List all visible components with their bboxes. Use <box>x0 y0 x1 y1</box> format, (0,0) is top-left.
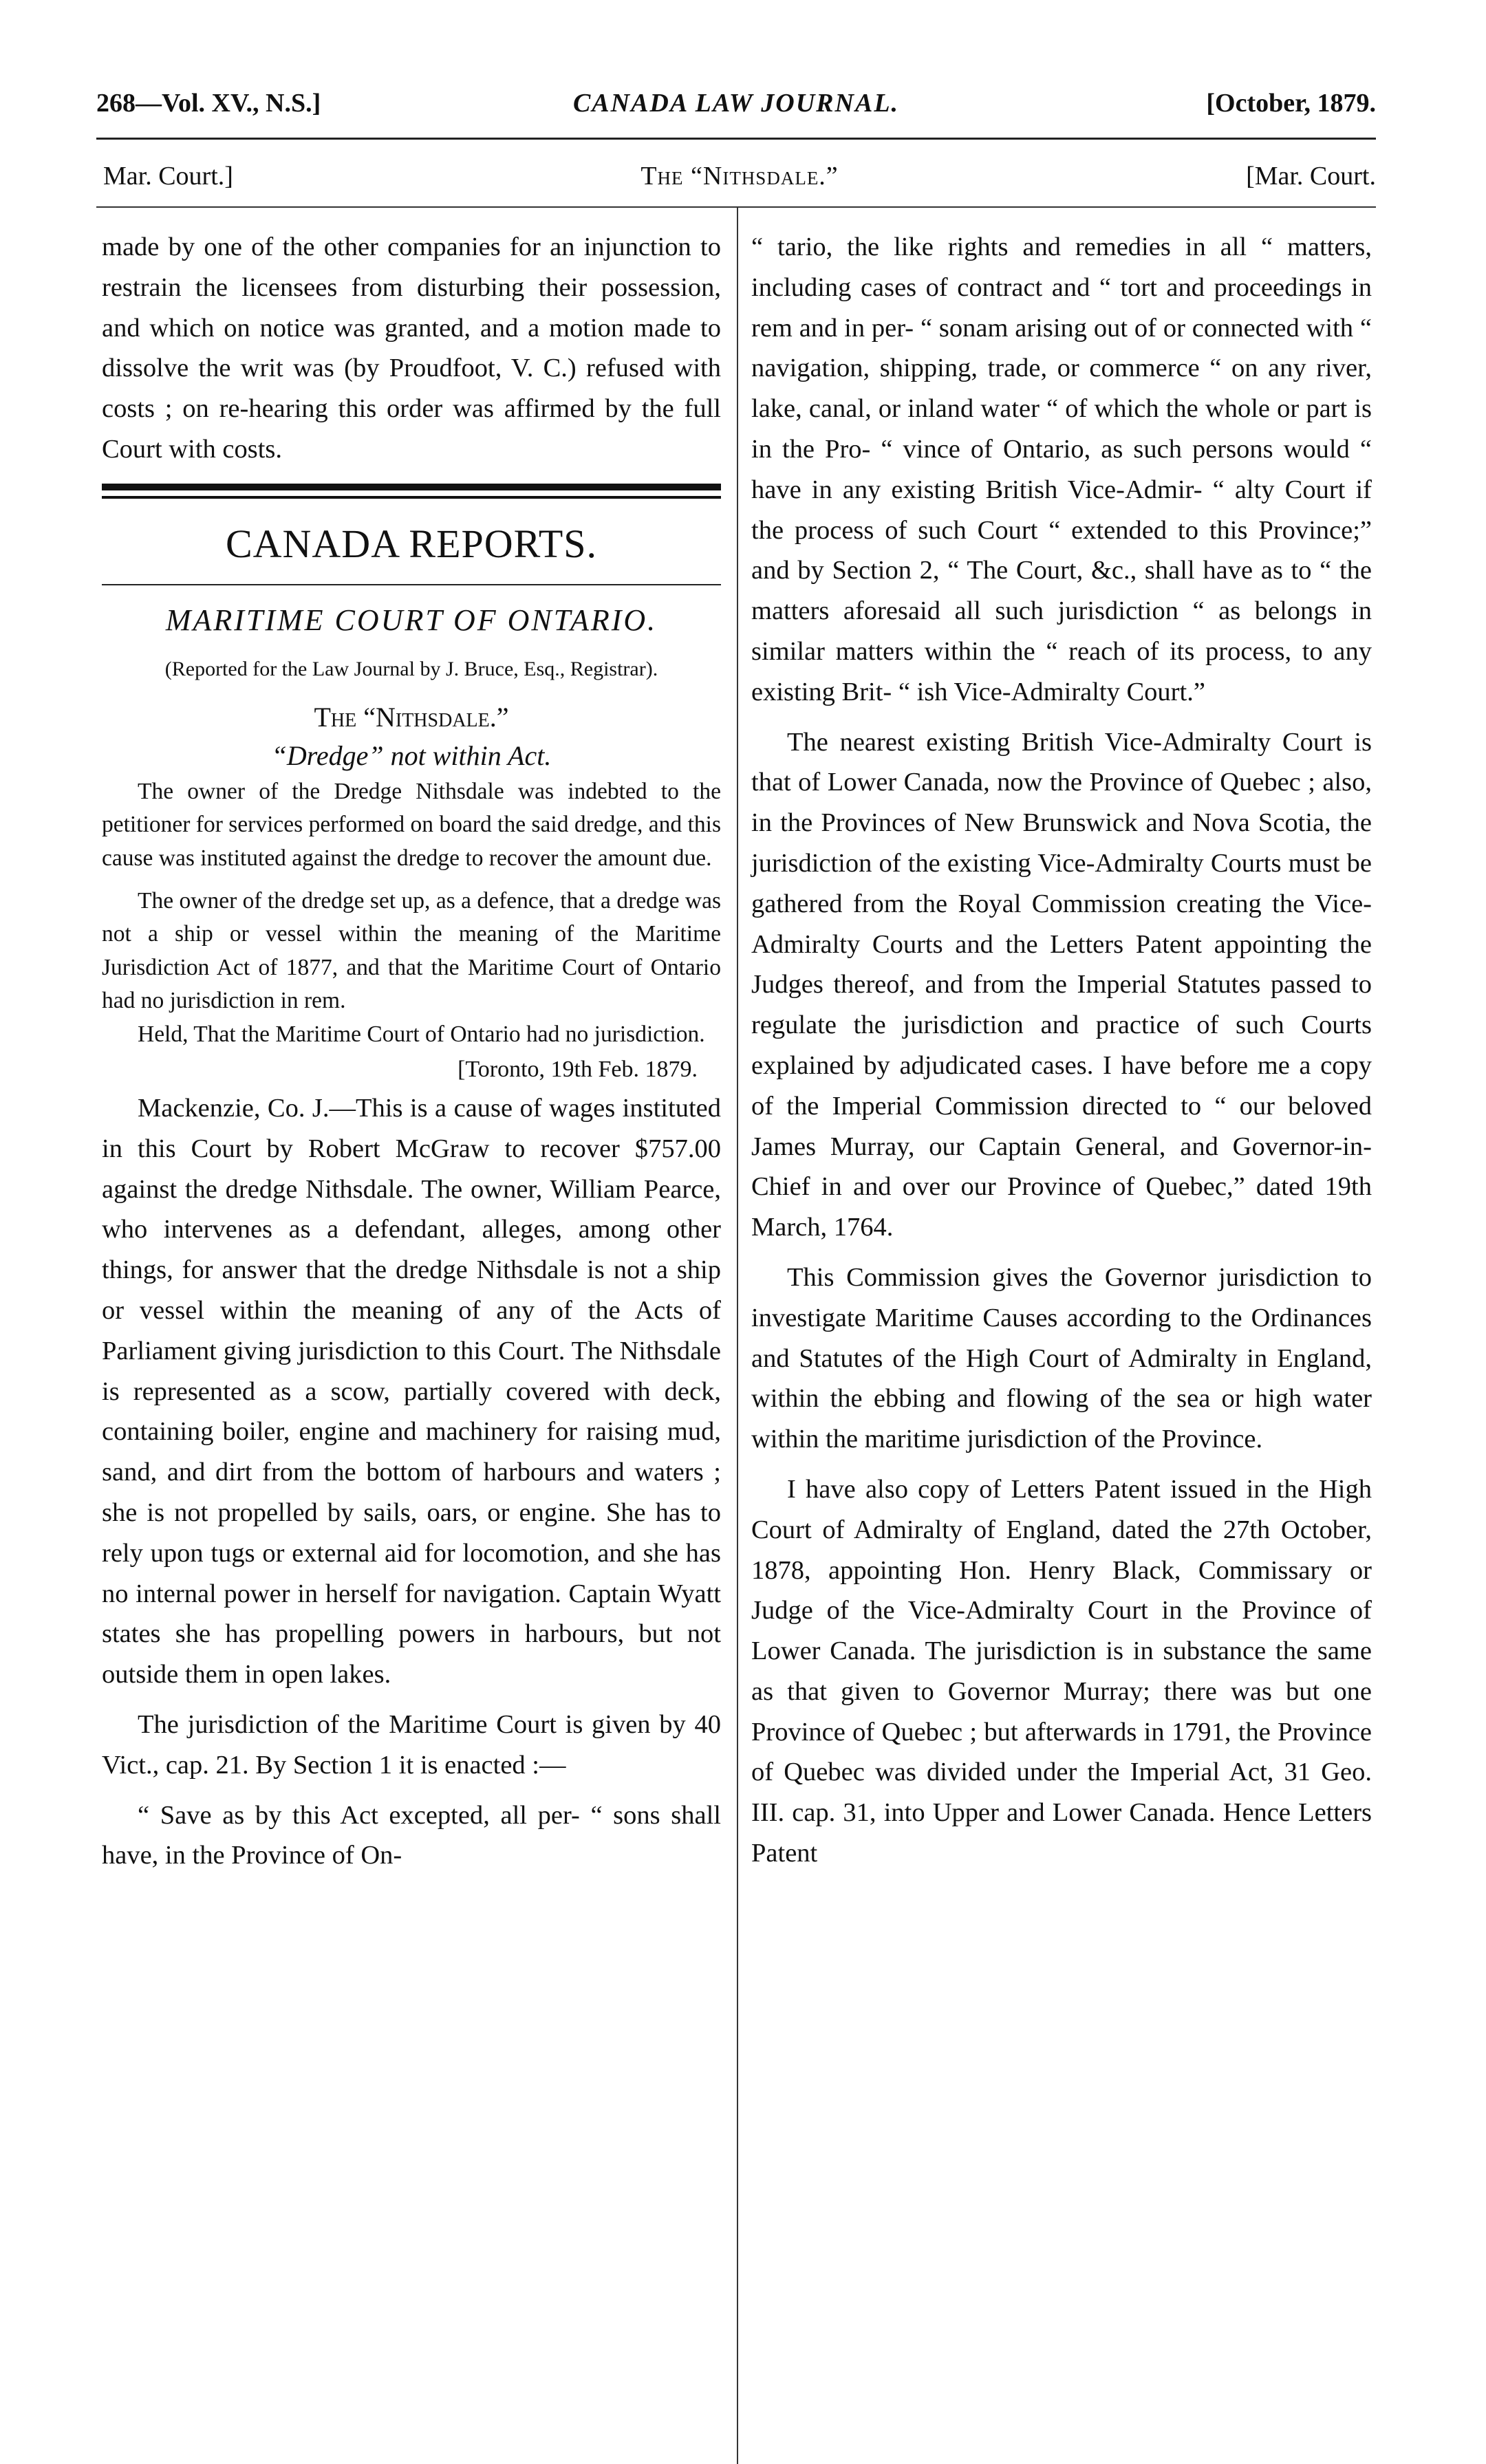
judgment-paragraph: The jurisdiction of the Maritime Court is given by 40 Vict., cap. 21. By Section 1 it is enacted :— <box>102 1709 721 1780</box>
case-name: The “Nithsdale.” <box>314 701 509 733</box>
decision-date: [Toronto, 19th Feb. 1879. <box>457 1057 698 1083</box>
section-heavy-rule <box>102 484 721 499</box>
body-paragraph: I have also copy of Letters Patent issued in the High Court of Admiralty of England, dated the 27th October, 1878, appointing Hon. Henry Black, Commissary or Judge of the Vice-Admiralty Court in the Province of Lower Canada. The jurisdiction is in substance the same as that given to Governor Murray; there was but one Province of Quebec ; but afterwards in 1791, the Province of Quebec was divided under the Imperial Act, 31 Geo. III. cap. 31, into Upper and Lower Canada. Hence Letters Patent <box>751 1474 1372 1868</box>
judgment-paragraph: Mackenzie, Co. J.—This is a cause of wages instituted in this Court by Robert McGraw to recover $757.00 against the dredge Nithsdale. The owner, William Pearce, who intervenes as a defendant, alleges, among other things, for answer that the dredge Nithsdale is not a ship or vessel within the meaning of any of the Acts of Parliament giving jurisdiction to this Court. The Nithsdale is represented as a scow, partially covered with deck, containing boiler, engine and machinery for raising mud, sand, and dirt from the bottom of harbours and waters ; she is not propelled by sails, oars, or engine. She has to rely upon tugs or external aid for locomotion, and she has no internal power in herself for navigation. Captain Wyatt states she has propelling powers in harbours, but not outside them in open lakes. <box>102 1094 721 1689</box>
subheader-case-name: The “Nithsdale.” <box>640 162 839 191</box>
running-header <box>96 88 1376 129</box>
column-divider <box>737 208 738 2464</box>
subheader-rule <box>96 206 1376 208</box>
subheader-court-left: Mar. Court.] <box>103 162 233 191</box>
statute-quote-continued: “ tario, the like rights and remedies in all “ matters, including cases of contract and “ tort and proceedings in rem and in per- “ sonam arising out of or connected with “ navigation, shipping, trade, or commerce “ on any river, lake, canal, or inland water “ of which the whole or part is in the Pro- “ vince of Ontario, as such persons would “ have in any existing British Vice-Admir- “ alty Court if the process of such Court “ extended to this Province;” and by Section 2, “ The Court, &c., shall have as to “ the matters aforesaid all such jurisdiction “ as belongs in similar matters within the “ reach of its process, to any existing Brit- “ ish Vice-Admiralty Court.” <box>751 233 1372 706</box>
section-title: CANADA REPORTS. <box>225 521 598 566</box>
opening-paragraph: made by one of the other companies for an injunction to restrain the licensees from disturbing their possession, and which on notice was granted, and a motion made to dissolve the writ was (by Proudfoot, V. C.) refused with costs ; on re-hearing this order was affirmed by the full Court with costs. <box>102 233 721 464</box>
body-paragraph: This Commission gives the Governor jurisdiction to investigate Maritime Causes according to the Ordinances and Statutes of the High Court of Admiralty in England, within the ebbing and flowing of the sea or high water within the maritime jurisdiction of the Province. <box>751 1262 1372 1454</box>
headnote-paragraph: The owner of the Dredge Nithsdale was indebted to the petitioner for services performed on board the said dredge, and this cause was instituted against the dredge to recover the amount due. <box>102 778 721 871</box>
running-header-date: [October, 1879. <box>1206 89 1376 118</box>
running-header-journal-title: CANADA LAW JOURNAL. <box>572 89 900 118</box>
right-column <box>751 227 1372 1874</box>
headnote-title: “Dredge” not within Act. <box>271 739 552 771</box>
running-header-volume: 268—Vol. XV., N.S.] <box>96 89 321 118</box>
held-paragraph: Held, That the Maritime Court of Ontario had no jurisdiction. <box>138 1021 705 1047</box>
statute-quote-start: “ Save as by this Act excepted, all per- “ sons shall have, in the Province of On- <box>102 1800 721 1870</box>
headnote-paragraph: The owner of the dredge set up, as a defence, that a dredge was not a ship or vessel within the meaning of the Maritime Jurisdiction Act of 1877, and that the Maritime Court of Ontario had no jurisdiction in rem. <box>102 888 721 1014</box>
case-subheader <box>103 161 1376 195</box>
header-rule <box>96 138 1376 140</box>
reported-by: (Reported for the Law Journal by J. Bruce, Esq., Registrar). <box>164 657 658 680</box>
left-column <box>102 227 721 1876</box>
body-paragraph: The nearest existing British Vice-Admiralty Court is that of Lower Canada, now the Province of Quebec ; also, in the Provinces of New Brunswick and Nova Scotia, the jurisdiction of the existing Vice-Admiralty Courts must be gathered from the Royal Commission creating the Vice-Admiralty Courts and the Letters Patent appointing the Judges thereof, and from the Imperial Statutes passed to regulate the jurisdiction and practice of such Courts explained by adjudicated cases. I have before me a copy of the Imperial Commission directed to “ our beloved James Murray, our Captain General, and Governor-in-Chief in and over our Province of Quebec,” dated 19th March, 1764. <box>751 727 1372 1242</box>
section-thin-rule <box>102 584 721 585</box>
subheader-court-right: [Mar. Court. <box>1246 162 1376 191</box>
court-title: MARITIME COURT OF ONTARIO. <box>165 603 658 637</box>
